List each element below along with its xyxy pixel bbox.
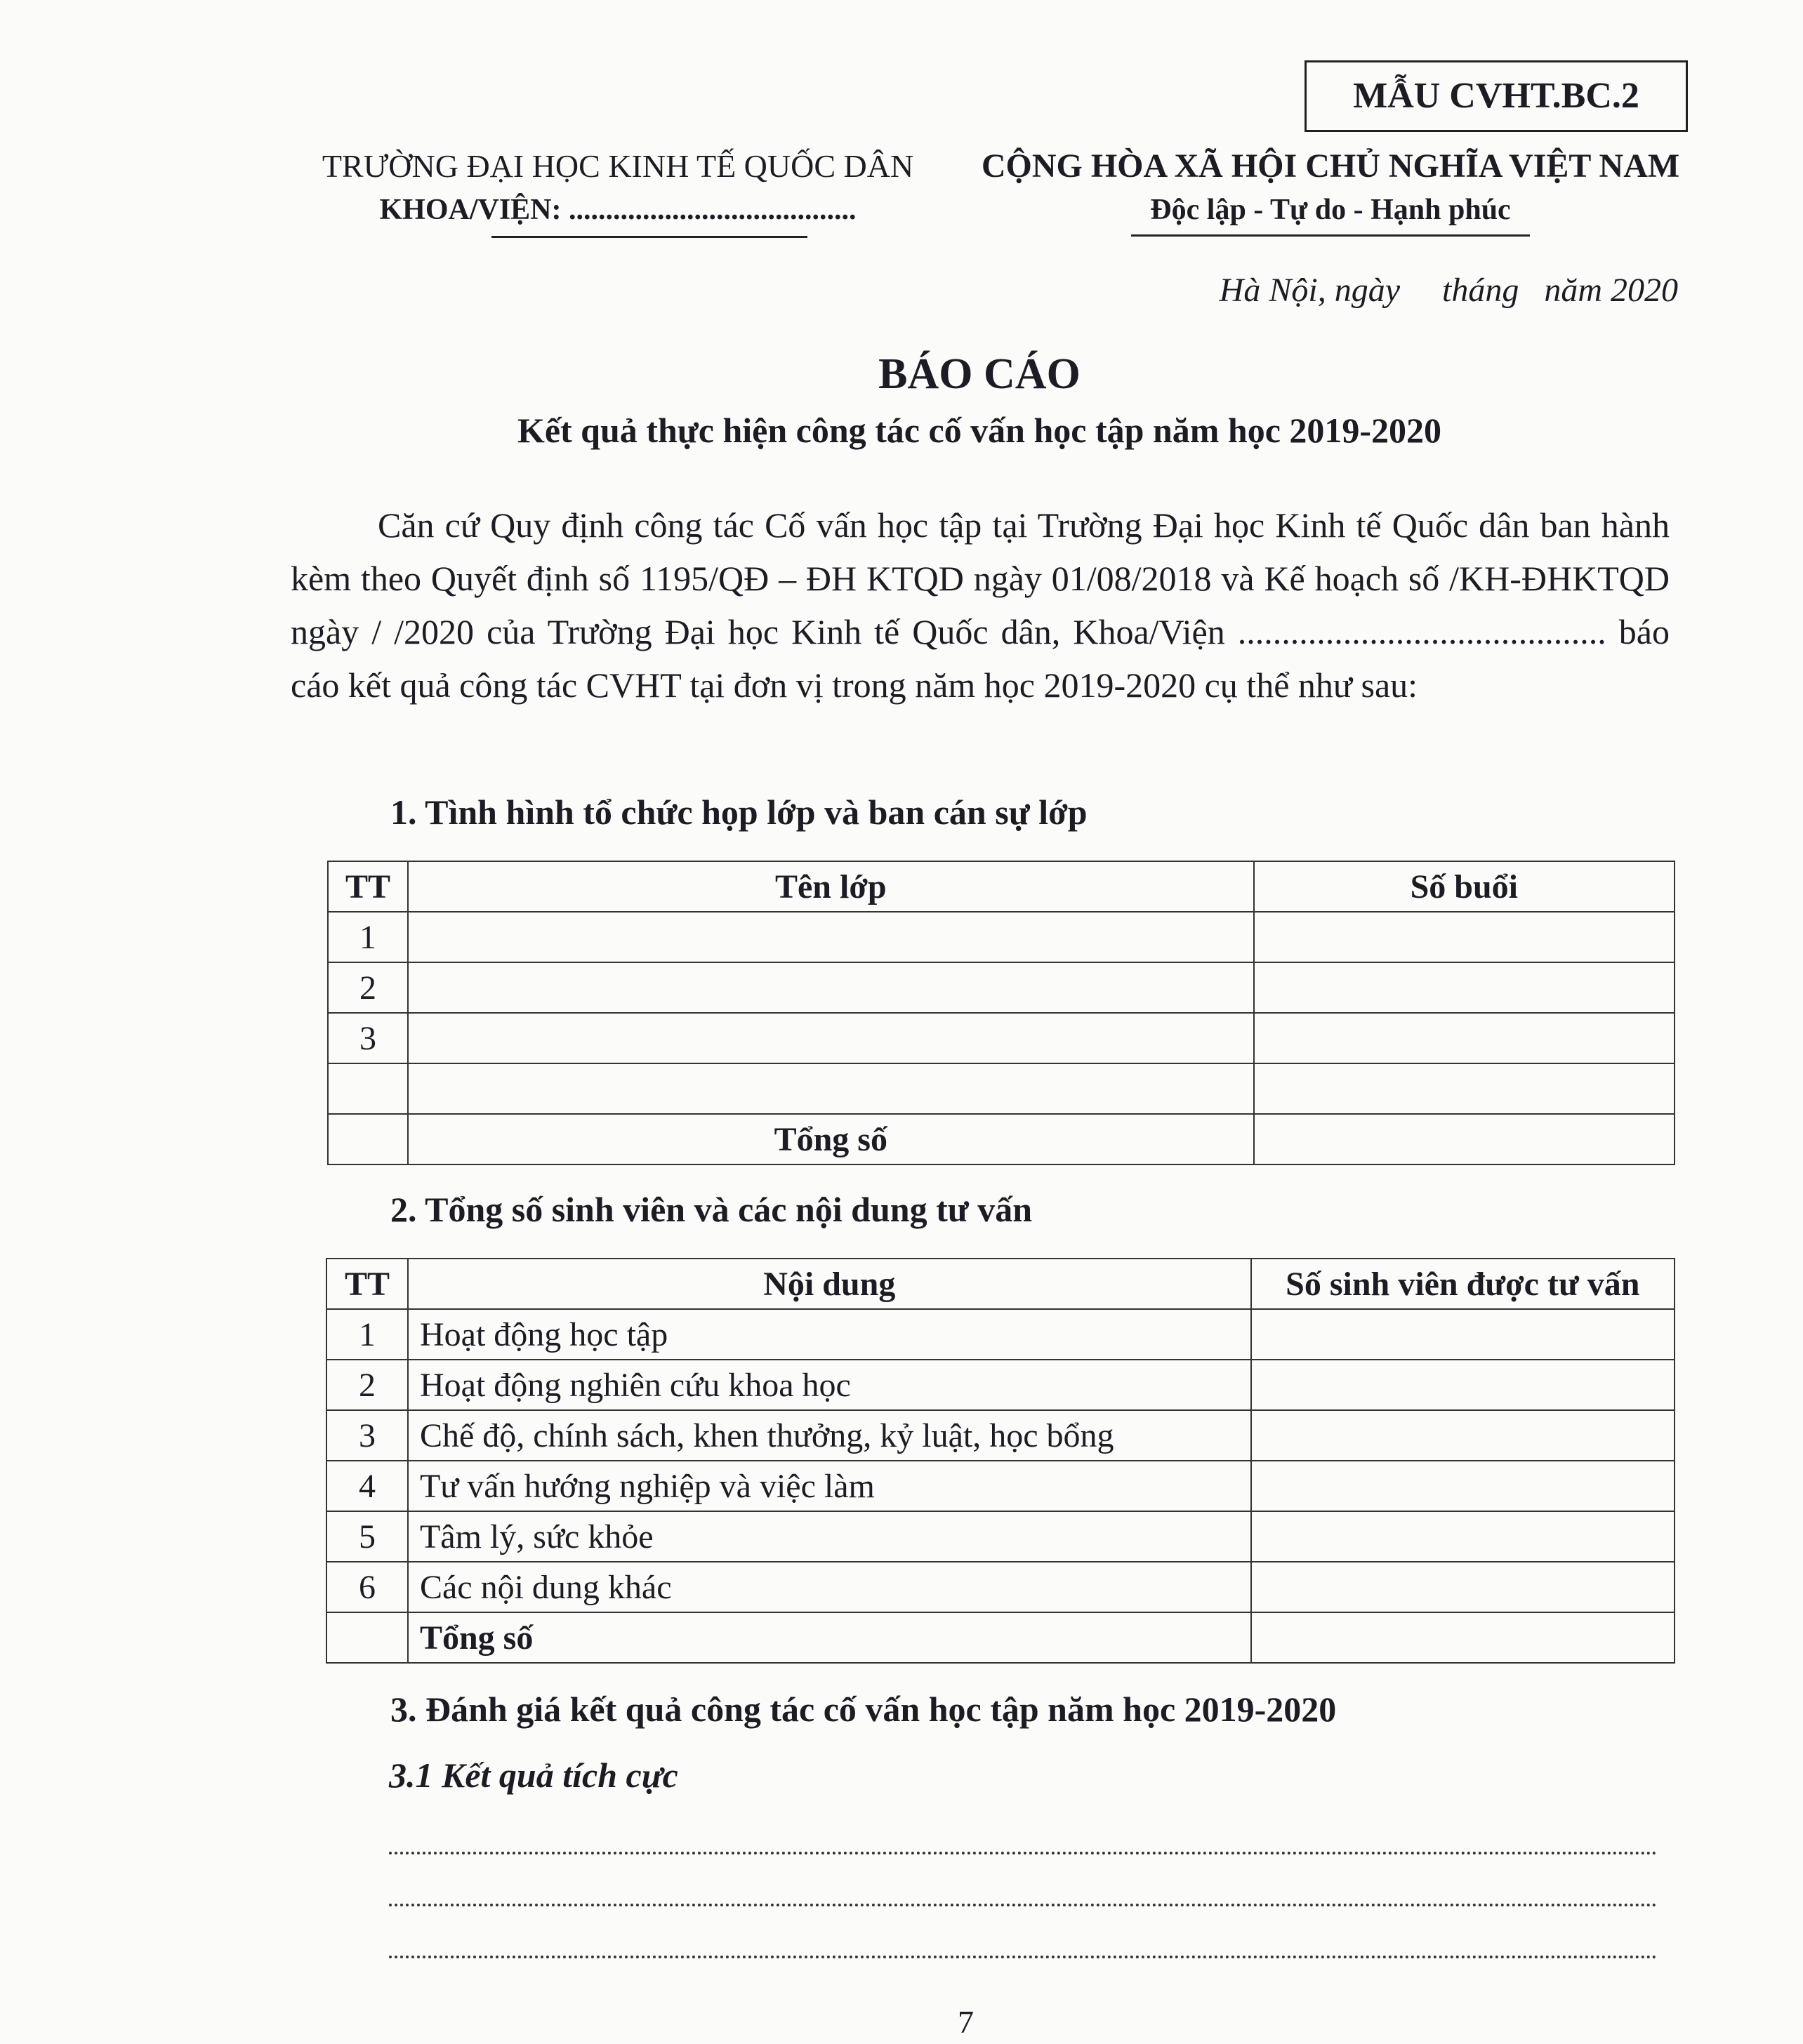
total-value <box>1254 1114 1675 1164</box>
document-subtitle: Kết quả thực hiện công tác cố vấn học tập năm học 2019-2020 <box>517 411 1442 450</box>
form-code-box: MẪU CVHT.BC.2 <box>1305 60 1688 132</box>
row-class-name <box>408 912 1254 962</box>
row-content: Các nội dung khác <box>408 1562 1251 1612</box>
intro-paragraph: Căn cứ Quy định công tác Cố vấn học tập tại Trường Đại học Kinh tế Quốc dân ban hành kèm theo Quyết định số 1195/QĐ – ĐH KTQD ngày 01/08/2018 và Kế hoạch số /KH-ĐHKTQD ngày / /2020 của Trường Đại học Kinh tế Quốc dân, Khoa/Viện .......................................... báo cáo kết quả công tác CVHT tại đơn vị trong năm học 2019-2020 cụ thể như sau: <box>291 505 1670 705</box>
row-students <box>1251 1511 1675 1562</box>
col-sessions: Số buổi <box>1254 861 1675 912</box>
row-class-name <box>408 1013 1254 1063</box>
table-row <box>328 912 1675 962</box>
answer-line <box>389 1956 1657 1958</box>
table-row <box>328 1063 1675 1114</box>
table-row <box>326 1360 1675 1410</box>
row-sessions <box>1254 1063 1675 1114</box>
country-name: CỘNG HÒA XÃ HỘI CHỦ NGHĨA VIỆT NAM <box>981 147 1680 185</box>
answer-line <box>389 1904 1657 1906</box>
row-tt: 5 <box>326 1511 408 1562</box>
col-content: Nội dung <box>408 1259 1251 1309</box>
table-row <box>326 1562 1675 1612</box>
row-tt <box>328 1063 408 1114</box>
row-tt: 3 <box>326 1410 408 1461</box>
table-row <box>328 962 1675 1013</box>
total-label: Tổng số <box>408 1612 1251 1663</box>
section-3-heading: 3. Đánh giá kết quả công tác cố vấn học tập năm học 2019-2020 <box>390 1690 1337 1729</box>
table-row <box>326 1511 1675 1562</box>
row-students <box>1251 1410 1675 1461</box>
row-sessions <box>1254 962 1675 1013</box>
issuer-header <box>267 145 969 238</box>
row-sessions <box>1254 1013 1675 1063</box>
issuer-underline <box>491 236 807 238</box>
row-sessions <box>1254 912 1675 962</box>
table-row <box>326 1410 1675 1461</box>
col-class-name: Tên lớp <box>408 861 1254 912</box>
total-tt-cell <box>326 1612 408 1663</box>
national-header <box>962 145 1699 237</box>
total-value <box>1251 1612 1675 1663</box>
row-content: Chế độ, chính sách, khen thưởng, kỷ luật, học bổng <box>408 1410 1251 1461</box>
row-tt: 6 <box>326 1562 408 1612</box>
page-number: 7 <box>958 2004 974 2040</box>
total-tt-cell <box>328 1114 408 1164</box>
row-tt: 2 <box>326 1360 408 1410</box>
row-tt: 3 <box>328 1013 408 1063</box>
row-students <box>1251 1562 1675 1612</box>
table-row <box>326 1461 1675 1511</box>
total-label: Tổng số <box>408 1114 1254 1164</box>
row-students <box>1251 1360 1675 1410</box>
table-row <box>326 1309 1675 1360</box>
document-title: BÁO CÁO <box>878 350 1081 398</box>
section-1-heading: 1. Tình hình tổ chức họp lớp và ban cán sự lớp <box>390 792 1088 832</box>
faculty-label: KHOA/VIỆN: ....................................... <box>379 194 857 226</box>
table-header-row <box>326 1259 1675 1309</box>
col-students-advised: Số sinh viên được tư vấn <box>1251 1259 1675 1309</box>
table-row <box>328 1013 1675 1063</box>
university-name: TRƯỜNG ĐẠI HỌC KINH TẾ QUỐC DÂN <box>322 148 914 184</box>
table-header-row <box>328 861 1675 912</box>
section-3-1-heading: 3.1 Kết quả tích cực <box>389 1756 678 1795</box>
col-tt: TT <box>326 1259 408 1309</box>
row-tt: 2 <box>328 962 408 1013</box>
row-tt: 4 <box>326 1461 408 1511</box>
row-content: Tâm lý, sức khỏe <box>408 1511 1251 1562</box>
row-tt: 1 <box>328 912 408 962</box>
advising-topics-table <box>326 1258 1675 1664</box>
row-content: Hoạt động nghiên cứu khoa học <box>408 1360 1251 1410</box>
motto-underline <box>1131 234 1530 237</box>
answer-line <box>389 1852 1657 1854</box>
class-meetings-table <box>327 861 1675 1165</box>
national-motto: Độc lập - Tự do - Hạnh phúc <box>1150 194 1511 226</box>
row-class-name <box>408 962 1254 1013</box>
row-tt: 1 <box>326 1309 408 1360</box>
col-tt: TT <box>328 861 408 912</box>
table-total-row <box>328 1114 1675 1164</box>
row-class-name <box>408 1063 1254 1114</box>
table-total-row <box>326 1612 1675 1663</box>
row-content: Hoạt động học tập <box>408 1309 1251 1360</box>
row-students <box>1251 1309 1675 1360</box>
row-students <box>1251 1461 1675 1511</box>
row-content: Tư vấn hướng nghiệp và việc làm <box>408 1461 1251 1511</box>
date-line: Hà Nội, ngày tháng năm 2020 <box>1219 272 1678 309</box>
section-2-heading: 2. Tổng số sinh viên và các nội dung tư vấn <box>390 1190 1033 1229</box>
